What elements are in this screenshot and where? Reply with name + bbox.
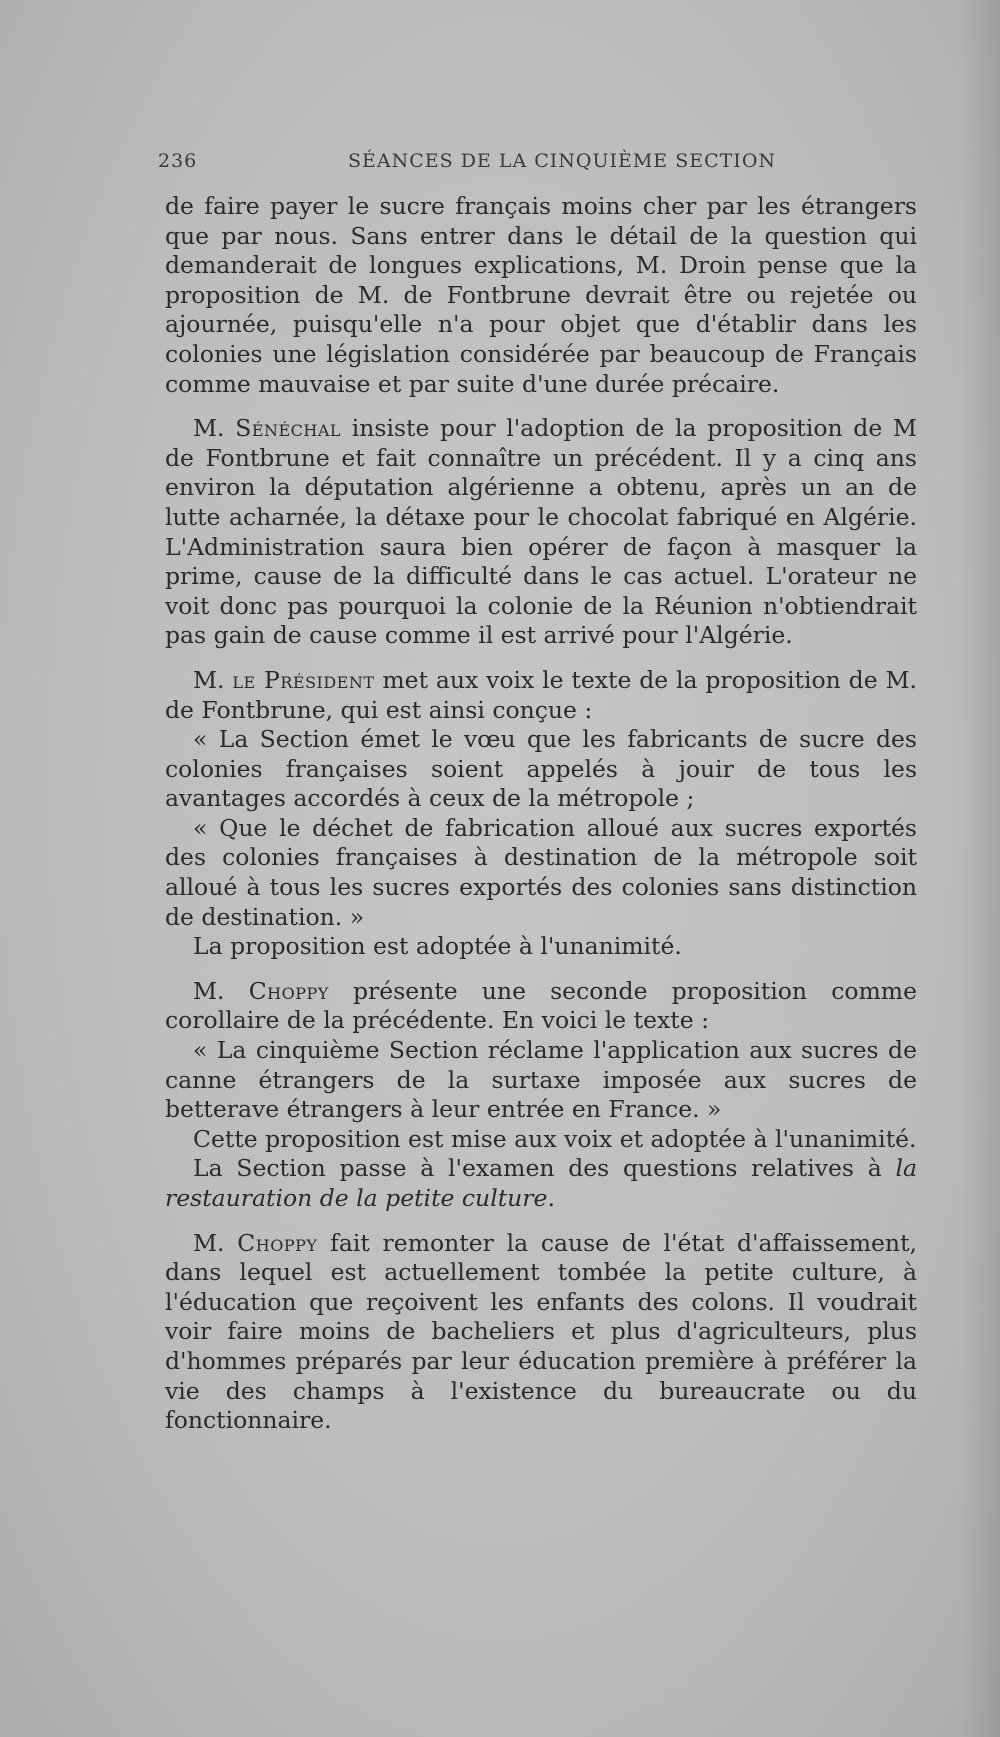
agenda-topic: la restauration de la petite culture [165, 1154, 917, 1212]
paragraph-senechal [165, 414, 917, 651]
speaker-prefix: M. [193, 1228, 225, 1257]
section-title: SÉANCES DE LA CINQUIÈME SECTION [348, 150, 777, 172]
adoption-note [165, 932, 917, 962]
running-header [158, 150, 918, 180]
speaker-prefix: M. [193, 976, 225, 1005]
quote-surtaxe [165, 1036, 917, 1125]
paragraph-text: « La cinquième Section réclame l'application aux sucres de canne étrangers de la surtaxe imposée aux sucres de betterave étrangers à leur entrée en France. » [165, 1036, 917, 1124]
adoption-note [165, 1125, 917, 1155]
paragraph-text: « Que le déchet de fabrication alloué aux sucres exportés des colonies françaises à destination de la métropole soit alloué à tous les sucres exportés des colonies sans distinction de destination. » [165, 813, 917, 931]
paragraph-text: Cette proposition est mise aux voix et adoptée à l'unanimité. [193, 1124, 917, 1153]
paragraph-choppy-education [165, 1229, 917, 1436]
quote-first-clause [165, 725, 917, 814]
paragraph-text: met aux voix le texte de la proposition de M. de Fontbrune, qui est ainsi conçue : [165, 665, 917, 724]
paragraph-choppy-proposal [165, 977, 917, 1036]
paragraph-continuation [165, 192, 917, 399]
speaker-prefix: M. [193, 665, 225, 694]
paragraph-text: de faire payer le sucre français moins cher par les étrangers que par nous. Sans entrer dans le détail de la question qui demanderait de longues explications, M. Droin pense que la proposition de M. de Fontbrune devrait être ou rejetée ou ajournée, puisqu'elle n'a pour objet que d'établir dans les colonies une législation considérée par beaucoup de Français comme mauvaise et par suite d'une durée précaire. [165, 192, 917, 398]
paragraph-text: La Section passe à l'examen des questions relatives à [193, 1154, 882, 1183]
paragraph-text: « La Section émet le vœu que les fabricants de sucre des colonies françaises soient appelés à jouir de tous les avantages accordés à ceux de la métropole ; [165, 725, 917, 813]
paragraph-text: insiste pour l'adoption de la proposition de M de Fontbrune et fait connaître un précédent. Il y a cinq ans environ la députation algérienne a obtenu, après un an de lutte acharnée, la détaxe pour le chocolat fabriqué en Algérie. L'Administration saura bien opérer de façon à masquer la prime, cause de la difficulté dans le cas actuel. L'orateur ne voit donc pas pourquoi la colonie de la Réunion n'obtiendrait pas gain de cause comme il est arrivé pour l'Algérie. [165, 414, 917, 650]
paragraph-president [165, 666, 917, 725]
speaker-name: Sénéchal [235, 414, 342, 443]
speaker-name: Choppy [248, 976, 329, 1005]
paragraph-text: La proposition est adoptée à l'unanimité. [193, 932, 682, 961]
page-number: 236 [158, 150, 198, 172]
agenda-item [165, 1154, 917, 1213]
speaker-prefix: M. [193, 414, 225, 443]
page-shadow [960, 0, 1000, 1737]
speaker-name: Choppy [237, 1228, 318, 1257]
paragraph-text: fait remonter la cause de l'état d'affaissement, dans lequel est actuellement tombée la petite culture, à l'éducation que reçoivent les enfants des colons. Il voudrait voir faire moins de bacheliers et plus d'agriculteurs, plus d'hommes préparés par leur éducation première à préférer la vie des champs à l'existence du bureaucrate ou du fonctionnaire. [165, 1228, 917, 1435]
quote-second-clause [165, 814, 917, 932]
paragraph-suffix: . [547, 1184, 555, 1212]
body-text [165, 192, 917, 1436]
paragraph-text: présente une seconde proposition comme corollaire de la précédente. En voici le texte : [165, 976, 917, 1035]
speaker-name: le Président [232, 665, 375, 694]
